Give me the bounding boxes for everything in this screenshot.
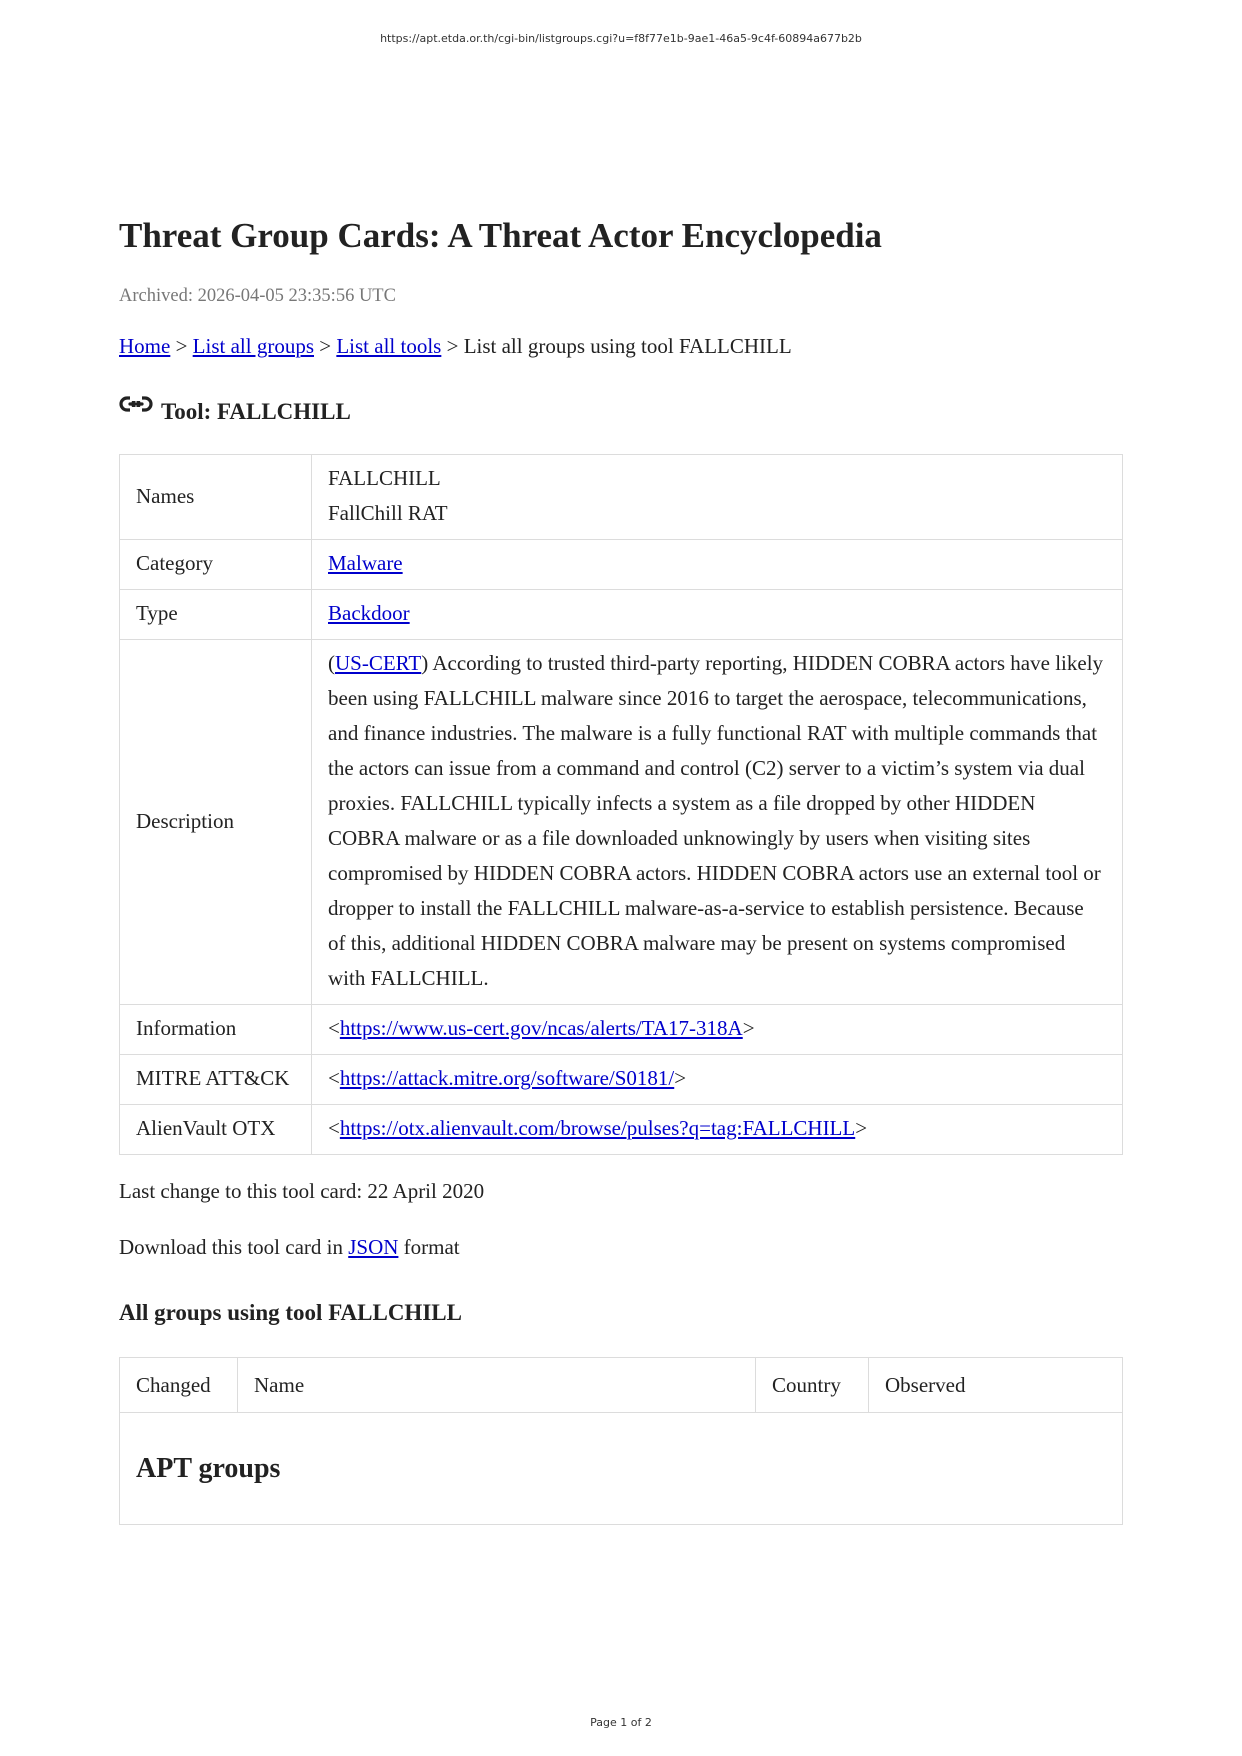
type-value (312, 590, 1123, 640)
download-prefix: Download this tool card in (119, 1235, 349, 1259)
information-link[interactable]: https://www.us-cert.gov/ncas/alerts/TA17-318A (339, 1016, 743, 1040)
breadcrumb (119, 332, 1123, 360)
page-number: Page 1 of 2 (590, 1716, 652, 1729)
information-label: Information (120, 1005, 312, 1055)
table-row (120, 540, 1123, 590)
column-header-observed: Observed (869, 1358, 1123, 1413)
table-row (120, 1005, 1123, 1055)
main-content (119, 210, 1123, 1525)
type-link[interactable]: Backdoor (328, 601, 410, 625)
page-title: Threat Group Cards: A Threat Actor Encyclopedia (119, 216, 882, 255)
apt-groups-label: APT groups (136, 1452, 281, 1484)
table-row (120, 590, 1123, 640)
table-header-row (120, 1358, 1123, 1413)
breadcrumb-list-groups-link[interactable]: List all groups (192, 334, 314, 358)
table-row (120, 640, 1123, 1005)
table-row (120, 455, 1123, 540)
tool-heading-text: Tool: FALLCHILL (161, 399, 351, 424)
breadcrumb-separator: > (170, 334, 193, 358)
name-entry: FallChill RAT (328, 501, 448, 525)
breadcrumb-separator: > (441, 334, 464, 358)
breadcrumb-home-link[interactable]: Home (119, 334, 171, 358)
otx-value (312, 1105, 1123, 1155)
names-label: Names (120, 455, 312, 540)
breadcrumb-list-tools-link[interactable]: List all tools (336, 334, 442, 358)
name-entry: FALLCHILL (328, 466, 441, 490)
groups-table (119, 1357, 1123, 1525)
table-row (120, 1055, 1123, 1105)
table-row (120, 1105, 1123, 1155)
description-paren: ( (328, 651, 335, 675)
angle-open: < (328, 1116, 340, 1140)
apt-groups-section (120, 1413, 1123, 1525)
us-cert-link[interactable]: US-CERT (335, 651, 422, 675)
mitre-link[interactable]: https://attack.mitre.org/software/S0181/ (339, 1066, 675, 1090)
last-change-text: Last change to this tool card: 22 April 2020 (119, 1179, 485, 1203)
table-row (120, 1413, 1123, 1525)
angle-open: < (328, 1066, 340, 1090)
description-label: Description (120, 640, 312, 1005)
tool-heading (119, 398, 1123, 426)
category-label: Category (120, 540, 312, 590)
description-text: ) According to trusted third-party reporting, HIDDEN COBRA actors have likely been using FALLCHILL malware since 2016 to target the aerospace, telecommunications, and finance industries. The malware is a fully functional RAT with multiple commands that the actors can issue from a command and control (C2) server to a victim’s system via dual proxies. FALLCHILL typically infects a system as a file dropped by other HIDDEN COBRA malware or as a file downloaded unknowingly by users when visiting sites compromised by HIDDEN COBRA actors. HIDDEN COBRA actors use an external tool or dropper to install the FALLCHILL malware-as-a-service to establish persistence. Because of this, additional HIDDEN COBRA malware may be present on systems compromised with FALLCHILL. (328, 651, 1104, 990)
archived-timestamp: Archived: 2026-04-05 23:35:56 UTC (119, 286, 396, 306)
angle-close: > (742, 1016, 755, 1040)
type-label: Type (120, 590, 312, 640)
json-download-link[interactable]: JSON (348, 1235, 399, 1259)
download-suffix: format (398, 1235, 460, 1259)
print-header-url: https://apt.etda.or.th/cgi-bin/listgroups.cgi?u=f8f77e1b-9ae1-46a5-9c4f-60894a677b2b (380, 32, 862, 45)
angle-close: > (855, 1116, 868, 1140)
link-icon (119, 392, 155, 420)
names-value (312, 455, 1123, 540)
mitre-label: MITRE ATT&CK (120, 1055, 312, 1105)
information-value (312, 1005, 1123, 1055)
otx-link[interactable]: https://otx.alienvault.com/browse/pulses?q=tag:FALLCHILL (339, 1116, 856, 1140)
angle-open: < (328, 1016, 340, 1040)
angle-close: > (674, 1066, 687, 1090)
column-header-changed: Changed (120, 1358, 238, 1413)
download-line (119, 1233, 1123, 1261)
category-link[interactable]: Malware (328, 551, 403, 575)
column-header-name: Name (238, 1358, 756, 1413)
otx-label: AlienVault OTX (120, 1105, 312, 1155)
mitre-value (312, 1055, 1123, 1105)
tool-card-table (119, 454, 1123, 1155)
description-value (312, 640, 1123, 1005)
column-header-country: Country (756, 1358, 869, 1413)
groups-heading: All groups using tool FALLCHILL (119, 1300, 462, 1325)
category-value (312, 540, 1123, 590)
breadcrumb-separator: > (314, 334, 337, 358)
breadcrumb-current: List all groups using tool FALLCHILL (463, 334, 792, 358)
